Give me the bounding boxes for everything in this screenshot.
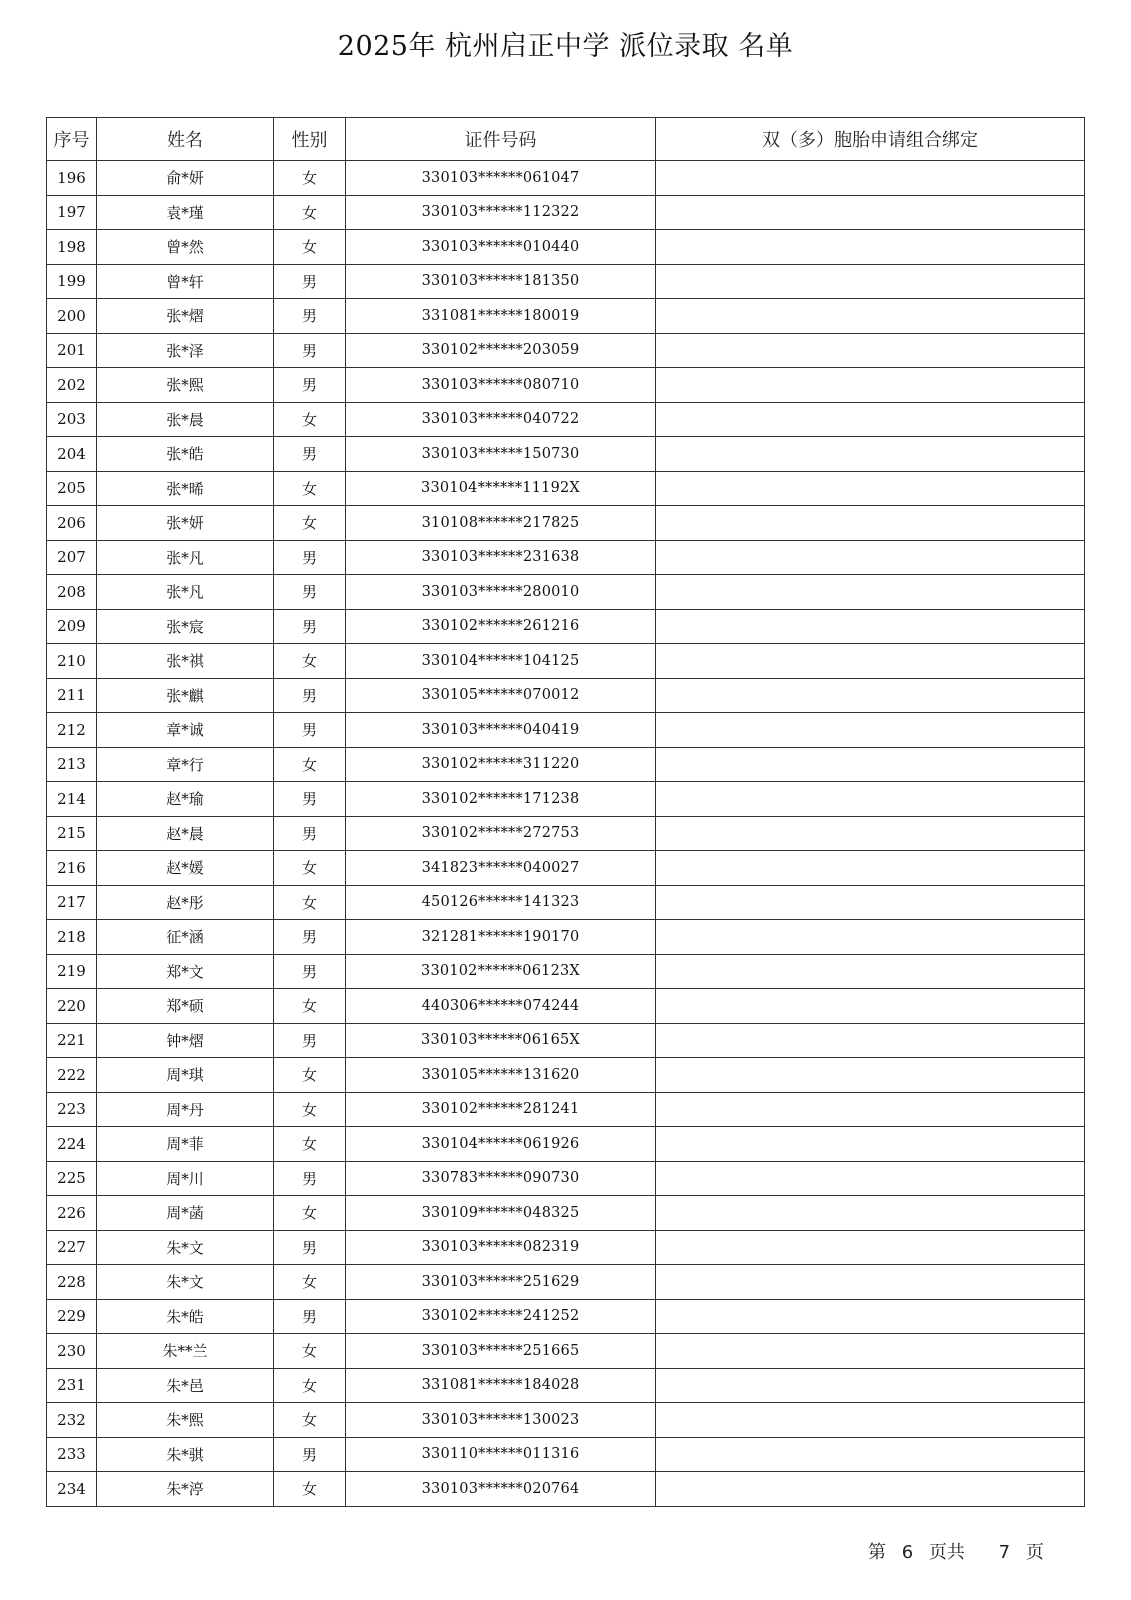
table-row [47, 264, 1085, 299]
cell-name: 张*凡 [97, 575, 274, 610]
cell-no: 234 [47, 1472, 97, 1507]
cell-gender: 男 [274, 954, 346, 989]
cell-gender: 女 [274, 1058, 346, 1093]
cell-gender: 女 [274, 851, 346, 886]
table-row [47, 1058, 1085, 1093]
cell-twin [656, 575, 1085, 610]
cell-gender: 男 [274, 437, 346, 472]
cell-id: 310108******217825 [346, 506, 656, 541]
cell-id: 440306******074244 [346, 989, 656, 1024]
cell-name: 张*祺 [97, 644, 274, 679]
cell-twin [656, 230, 1085, 265]
cell-no: 198 [47, 230, 97, 265]
cell-id: 330103******130023 [346, 1403, 656, 1438]
cell-name: 赵*媛 [97, 851, 274, 886]
cell-twin [656, 1265, 1085, 1300]
cell-gender: 女 [274, 747, 346, 782]
cell-gender: 男 [274, 1437, 346, 1472]
cell-twin [656, 437, 1085, 472]
cell-gender: 女 [274, 1265, 346, 1300]
cell-no: 204 [47, 437, 97, 472]
cell-no: 208 [47, 575, 97, 610]
cell-gender: 男 [274, 609, 346, 644]
cell-no: 206 [47, 506, 97, 541]
cell-no: 209 [47, 609, 97, 644]
cell-id: 341823******040027 [346, 851, 656, 886]
cell-name: 俞*妍 [97, 161, 274, 196]
table-row [47, 402, 1085, 437]
cell-id: 330109******048325 [346, 1196, 656, 1231]
cell-name: 章*行 [97, 747, 274, 782]
cell-no: 230 [47, 1334, 97, 1369]
cell-gender: 女 [274, 402, 346, 437]
cell-gender: 男 [274, 575, 346, 610]
cell-gender: 女 [274, 885, 346, 920]
cell-no: 200 [47, 299, 97, 334]
cell-id: 330103******150730 [346, 437, 656, 472]
cell-name: 赵*晨 [97, 816, 274, 851]
table-row [47, 678, 1085, 713]
cell-no: 228 [47, 1265, 97, 1300]
cell-name: 袁*瑾 [97, 195, 274, 230]
cell-twin [656, 920, 1085, 955]
cell-twin [656, 989, 1085, 1024]
cell-no: 212 [47, 713, 97, 748]
cell-no: 211 [47, 678, 97, 713]
table-row [47, 1368, 1085, 1403]
cell-twin [656, 1023, 1085, 1058]
cell-gender: 男 [274, 678, 346, 713]
column-header-name: 姓名 [97, 118, 274, 161]
cell-gender: 女 [274, 1196, 346, 1231]
cell-gender: 男 [274, 368, 346, 403]
cell-id: 330103******010440 [346, 230, 656, 265]
cell-gender: 女 [274, 195, 346, 230]
cell-gender: 男 [274, 1161, 346, 1196]
table-row [47, 1299, 1085, 1334]
cell-id: 330103******181350 [346, 264, 656, 299]
table-row [47, 471, 1085, 506]
cell-no: 216 [47, 851, 97, 886]
cell-id: 330110******011316 [346, 1437, 656, 1472]
cell-id: 330102******261216 [346, 609, 656, 644]
footer-prefix: 第 [868, 1542, 886, 1563]
cell-gender: 男 [274, 264, 346, 299]
cell-gender: 女 [274, 1403, 346, 1438]
table-row [47, 161, 1085, 196]
cell-twin [656, 1058, 1085, 1093]
cell-no: 214 [47, 782, 97, 817]
cell-name: 朱*骐 [97, 1437, 274, 1472]
cell-no: 196 [47, 161, 97, 196]
cell-twin [656, 540, 1085, 575]
cell-no: 203 [47, 402, 97, 437]
table-row [47, 782, 1085, 817]
cell-no: 207 [47, 540, 97, 575]
cell-id: 331081******180019 [346, 299, 656, 334]
cell-id: 330105******070012 [346, 678, 656, 713]
cell-gender: 男 [274, 782, 346, 817]
cell-twin [656, 1437, 1085, 1472]
cell-twin [656, 954, 1085, 989]
cell-twin [656, 1472, 1085, 1507]
table-row [47, 575, 1085, 610]
cell-id: 450126******141323 [346, 885, 656, 920]
table-row [47, 230, 1085, 265]
admission-table [46, 117, 1085, 1507]
cell-name: 征*涵 [97, 920, 274, 955]
cell-no: 231 [47, 1368, 97, 1403]
cell-name: 朱**兰 [97, 1334, 274, 1369]
cell-id: 330102******171238 [346, 782, 656, 817]
cell-no: 201 [47, 333, 97, 368]
cell-name: 曾*然 [97, 230, 274, 265]
cell-no: 222 [47, 1058, 97, 1093]
cell-id: 321281******190170 [346, 920, 656, 955]
table-row [47, 1161, 1085, 1196]
cell-name: 朱*渟 [97, 1472, 274, 1507]
cell-gender: 男 [274, 816, 346, 851]
cell-id: 330103******020764 [346, 1472, 656, 1507]
cell-no: 202 [47, 368, 97, 403]
table-row [47, 885, 1085, 920]
cell-no: 221 [47, 1023, 97, 1058]
page-footer [868, 1538, 1044, 1564]
cell-name: 张*熠 [97, 299, 274, 334]
cell-name: 张*泽 [97, 333, 274, 368]
cell-gender: 女 [274, 644, 346, 679]
cell-gender: 女 [274, 161, 346, 196]
cell-gender: 男 [274, 540, 346, 575]
cell-twin [656, 368, 1085, 403]
cell-id: 330103******061047 [346, 161, 656, 196]
cell-id: 330104******061926 [346, 1127, 656, 1162]
footer-page-number: 6 [901, 1542, 914, 1563]
cell-twin [656, 816, 1085, 851]
cell-id: 330103******251665 [346, 1334, 656, 1369]
cell-name: 张*凡 [97, 540, 274, 575]
cell-name: 朱*熙 [97, 1403, 274, 1438]
cell-gender: 女 [274, 230, 346, 265]
cell-id: 330102******06123X [346, 954, 656, 989]
table-row [47, 747, 1085, 782]
table-body [47, 161, 1085, 1507]
cell-id: 330103******082319 [346, 1230, 656, 1265]
cell-id: 330103******040722 [346, 402, 656, 437]
table-row [47, 540, 1085, 575]
table-row [47, 333, 1085, 368]
cell-twin [656, 609, 1085, 644]
cell-gender: 男 [274, 713, 346, 748]
cell-twin [656, 471, 1085, 506]
column-header-no: 序号 [47, 118, 97, 161]
cell-name: 钟*熠 [97, 1023, 274, 1058]
cell-gender: 男 [274, 1023, 346, 1058]
cell-no: 233 [47, 1437, 97, 1472]
cell-twin [656, 1127, 1085, 1162]
table-row [47, 195, 1085, 230]
table-header-row [47, 118, 1085, 161]
cell-name: 曾*轩 [97, 264, 274, 299]
cell-name: 张*麒 [97, 678, 274, 713]
cell-name: 周*川 [97, 1161, 274, 1196]
cell-name: 朱*皓 [97, 1299, 274, 1334]
cell-gender: 女 [274, 1092, 346, 1127]
cell-gender: 男 [274, 333, 346, 368]
cell-gender: 女 [274, 1368, 346, 1403]
cell-no: 205 [47, 471, 97, 506]
table-row [47, 1265, 1085, 1300]
cell-id: 330104******11192X [346, 471, 656, 506]
table-row [47, 1334, 1085, 1369]
cell-twin [656, 264, 1085, 299]
table-row [47, 1127, 1085, 1162]
cell-id: 330103******040419 [346, 713, 656, 748]
table-row [47, 1230, 1085, 1265]
cell-id: 330104******104125 [346, 644, 656, 679]
table-row [47, 1196, 1085, 1231]
page-title: 2025年 杭州启正中学 派位录取 名单 [337, 31, 794, 62]
cell-twin [656, 678, 1085, 713]
cell-gender: 男 [274, 920, 346, 955]
cell-twin [656, 161, 1085, 196]
cell-name: 章*诚 [97, 713, 274, 748]
cell-id: 330103******06165X [346, 1023, 656, 1058]
cell-no: 199 [47, 264, 97, 299]
column-header-gender: 性别 [274, 118, 346, 161]
cell-name: 赵*彤 [97, 885, 274, 920]
cell-gender: 女 [274, 1472, 346, 1507]
cell-id: 330102******311220 [346, 747, 656, 782]
table-row [47, 437, 1085, 472]
table-row [47, 1023, 1085, 1058]
cell-twin [656, 506, 1085, 541]
cell-name: 朱*邑 [97, 1368, 274, 1403]
cell-no: 217 [47, 885, 97, 920]
cell-gender: 男 [274, 1299, 346, 1334]
cell-name: 朱*文 [97, 1265, 274, 1300]
cell-id: 330783******090730 [346, 1161, 656, 1196]
table-row [47, 1092, 1085, 1127]
cell-twin [656, 644, 1085, 679]
table-row [47, 644, 1085, 679]
cell-name: 赵*瑜 [97, 782, 274, 817]
column-header-id: 证件号码 [346, 118, 656, 161]
cell-twin [656, 747, 1085, 782]
cell-no: 224 [47, 1127, 97, 1162]
cell-name: 周*菡 [97, 1196, 274, 1231]
table-row [47, 299, 1085, 334]
cell-gender: 女 [274, 1334, 346, 1369]
table-row [47, 1472, 1085, 1507]
cell-name: 张*皓 [97, 437, 274, 472]
cell-name: 张*妍 [97, 506, 274, 541]
cell-gender: 男 [274, 299, 346, 334]
cell-id: 330103******280010 [346, 575, 656, 610]
cell-gender: 女 [274, 506, 346, 541]
cell-no: 197 [47, 195, 97, 230]
cell-id: 331081******184028 [346, 1368, 656, 1403]
table-row [47, 609, 1085, 644]
table-row [47, 989, 1085, 1024]
cell-twin [656, 299, 1085, 334]
cell-id: 330103******112322 [346, 195, 656, 230]
footer-total-pages: 7 [998, 1542, 1011, 1563]
cell-no: 229 [47, 1299, 97, 1334]
cell-no: 226 [47, 1196, 97, 1231]
cell-no: 219 [47, 954, 97, 989]
cell-no: 223 [47, 1092, 97, 1127]
cell-twin [656, 1334, 1085, 1369]
cell-name: 张*晞 [97, 471, 274, 506]
cell-name: 张*熙 [97, 368, 274, 403]
cell-no: 213 [47, 747, 97, 782]
cell-id: 330103******080710 [346, 368, 656, 403]
cell-twin [656, 1403, 1085, 1438]
table-row [47, 851, 1085, 886]
cell-gender: 女 [274, 471, 346, 506]
table-row [47, 1437, 1085, 1472]
cell-name: 周*丹 [97, 1092, 274, 1127]
cell-gender: 女 [274, 1127, 346, 1162]
cell-id: 330103******251629 [346, 1265, 656, 1300]
cell-name: 张*晨 [97, 402, 274, 437]
cell-no: 227 [47, 1230, 97, 1265]
cell-id: 330105******131620 [346, 1058, 656, 1093]
table-row [47, 920, 1085, 955]
cell-no: 215 [47, 816, 97, 851]
cell-name: 张*宸 [97, 609, 274, 644]
cell-gender: 男 [274, 1230, 346, 1265]
cell-no: 220 [47, 989, 97, 1024]
cell-twin [656, 713, 1085, 748]
cell-twin [656, 851, 1085, 886]
cell-name: 郑*文 [97, 954, 274, 989]
cell-name: 郑*硕 [97, 989, 274, 1024]
column-header-twin: 双（多）胞胎申请组合绑定 [656, 118, 1085, 161]
table-row [47, 1403, 1085, 1438]
cell-id: 330102******272753 [346, 816, 656, 851]
cell-id: 330102******203059 [346, 333, 656, 368]
cell-id: 330103******231638 [346, 540, 656, 575]
cell-no: 218 [47, 920, 97, 955]
footer-suffix: 页 [1025, 1542, 1044, 1563]
table-row [47, 713, 1085, 748]
cell-twin [656, 782, 1085, 817]
cell-twin [656, 195, 1085, 230]
cell-id: 330102******281241 [346, 1092, 656, 1127]
cell-twin [656, 1196, 1085, 1231]
cell-twin [656, 1368, 1085, 1403]
cell-id: 330102******241252 [346, 1299, 656, 1334]
cell-twin [656, 1299, 1085, 1334]
cell-name: 朱*文 [97, 1230, 274, 1265]
table-row [47, 368, 1085, 403]
cell-twin [656, 402, 1085, 437]
table-row [47, 954, 1085, 989]
cell-no: 210 [47, 644, 97, 679]
cell-no: 232 [47, 1403, 97, 1438]
cell-twin [656, 885, 1085, 920]
cell-twin [656, 1161, 1085, 1196]
cell-name: 周*琪 [97, 1058, 274, 1093]
footer-middle: 页共 [928, 1542, 965, 1563]
cell-twin [656, 333, 1085, 368]
table-row [47, 816, 1085, 851]
table-row [47, 506, 1085, 541]
cell-no: 225 [47, 1161, 97, 1196]
cell-gender: 女 [274, 989, 346, 1024]
cell-name: 周*菲 [97, 1127, 274, 1162]
cell-twin [656, 1092, 1085, 1127]
cell-twin [656, 1230, 1085, 1265]
